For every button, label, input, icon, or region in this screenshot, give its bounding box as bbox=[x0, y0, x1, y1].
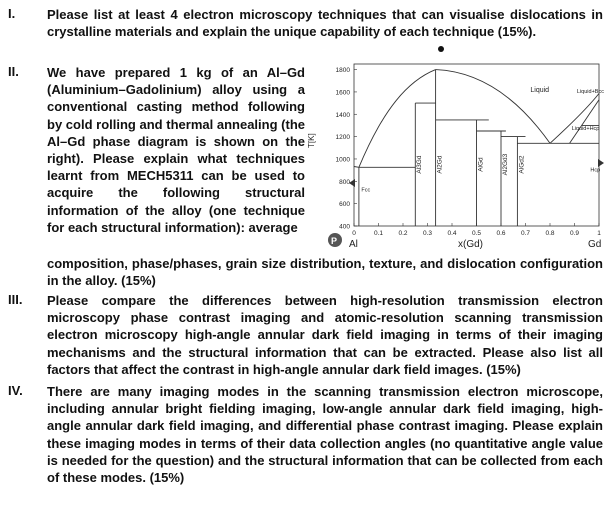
region-label: Hcp bbox=[590, 167, 601, 174]
region-label: Liquid+Hcp bbox=[571, 125, 600, 132]
compound-label: AlGd bbox=[477, 157, 485, 172]
phase-boundaries bbox=[354, 70, 599, 226]
region-label: Fcc bbox=[361, 187, 371, 194]
x-tick-label: 0.2 bbox=[398, 230, 408, 237]
bullet-dot bbox=[438, 46, 444, 52]
watermark-logo bbox=[328, 233, 342, 247]
compound-label: Al2Gd bbox=[436, 155, 444, 174]
question-1-text: Please list at least 4 electron microscopy techniques that can visualise dislocations in crystalline materials and explain the unique capability of each technique (15%). bbox=[47, 7, 603, 40]
x-tick-label: 0.8 bbox=[545, 230, 555, 237]
compound-label: Al2Gd3 bbox=[502, 153, 509, 176]
x-left-label: Al bbox=[349, 239, 358, 250]
x-tick-label: 0 bbox=[352, 230, 356, 237]
y-tick-label: 1400 bbox=[335, 111, 350, 119]
svg-text:P: P bbox=[331, 236, 338, 246]
y-tick-label: 1800 bbox=[335, 67, 350, 75]
phase-diagram bbox=[308, 60, 608, 252]
y-tick-label: 1000 bbox=[335, 156, 350, 164]
phase-labels bbox=[361, 87, 604, 193]
y-tick-label: 600 bbox=[339, 201, 350, 209]
x-tick-label: 0.4 bbox=[447, 230, 457, 237]
question-2-text-full: composition, phase/phases, grain size distribution, texture, and dislocation configuration in the alloy. (15%) bbox=[47, 256, 603, 289]
hcp-marker bbox=[598, 159, 604, 167]
region-label: Liquid bbox=[530, 86, 550, 94]
x-tick-label: 0.6 bbox=[496, 230, 506, 237]
x-right-label: Gd bbox=[588, 239, 602, 250]
question-2-number: II. bbox=[8, 64, 19, 79]
y-tick-label: 800 bbox=[339, 178, 350, 186]
question-1-number: I. bbox=[8, 6, 16, 21]
x-axis-label: x(Gd) bbox=[458, 239, 483, 250]
compound-label: AlGd2 bbox=[518, 155, 526, 174]
question-4-number: IV. bbox=[8, 383, 23, 398]
x-tick-label: 0.1 bbox=[373, 230, 384, 237]
al-liquidus bbox=[354, 167, 359, 168]
x-tick-label: 0.5 bbox=[471, 230, 482, 237]
question-3-number: III. bbox=[8, 292, 23, 307]
x-tick-label: 0.7 bbox=[520, 230, 531, 237]
liquidus-left bbox=[359, 70, 436, 168]
x-tick-label: 1 bbox=[597, 230, 601, 237]
x-tick-label: 0.3 bbox=[422, 230, 433, 237]
y-tick-label: 400 bbox=[339, 223, 350, 231]
region-label: Liquid+Bcc bbox=[576, 89, 604, 96]
x-tick-label: 0.9 bbox=[569, 230, 580, 237]
y-axis-label: T[K] bbox=[307, 133, 316, 148]
y-tick-label: 1200 bbox=[335, 134, 350, 142]
bcc-boundary bbox=[570, 100, 599, 144]
question-2-text-wrap: We have prepared 1 kg of an Al–Gd (Aluminium–Gadolinium) alloy using a conventional casting method following by cold rolling and thermal annealing (the Al–Gd phase diagram is shown on the right). Please explain what techniques learnt from MECH5311 can be used to acquire the following structural information of the alloy (one technique for each structural information): average bbox=[47, 65, 305, 235]
question-3-text: Please compare the differences between high-resolution transmission electron microscopy phase contrast imaging and atomic-resolution scanning transmission electron microscopy high-angle annular dark field imaging in terms of their imaging mechanisms and the structural information that can be extracted. Please also list all factors that affect the contrast in high-angle annular dark field images. (15%) bbox=[47, 293, 603, 377]
liquidus-middle bbox=[436, 70, 550, 144]
compound-label: Al3Gd bbox=[416, 155, 424, 174]
question-4-text: There are many imaging modes in the scanning transmission electron microscope, including annular bright fielding imaging, low-angle annular dark field imaging, high-angle annular dark field imaging, and differential phase contrast imaging. Please explain these imaging modes in terms of their data collection angles (no quantitative angle value is needed for the question) and the structural information that can be collected from each of these modes. (15%) bbox=[47, 384, 603, 486]
y-tick-label: 1600 bbox=[335, 89, 350, 97]
